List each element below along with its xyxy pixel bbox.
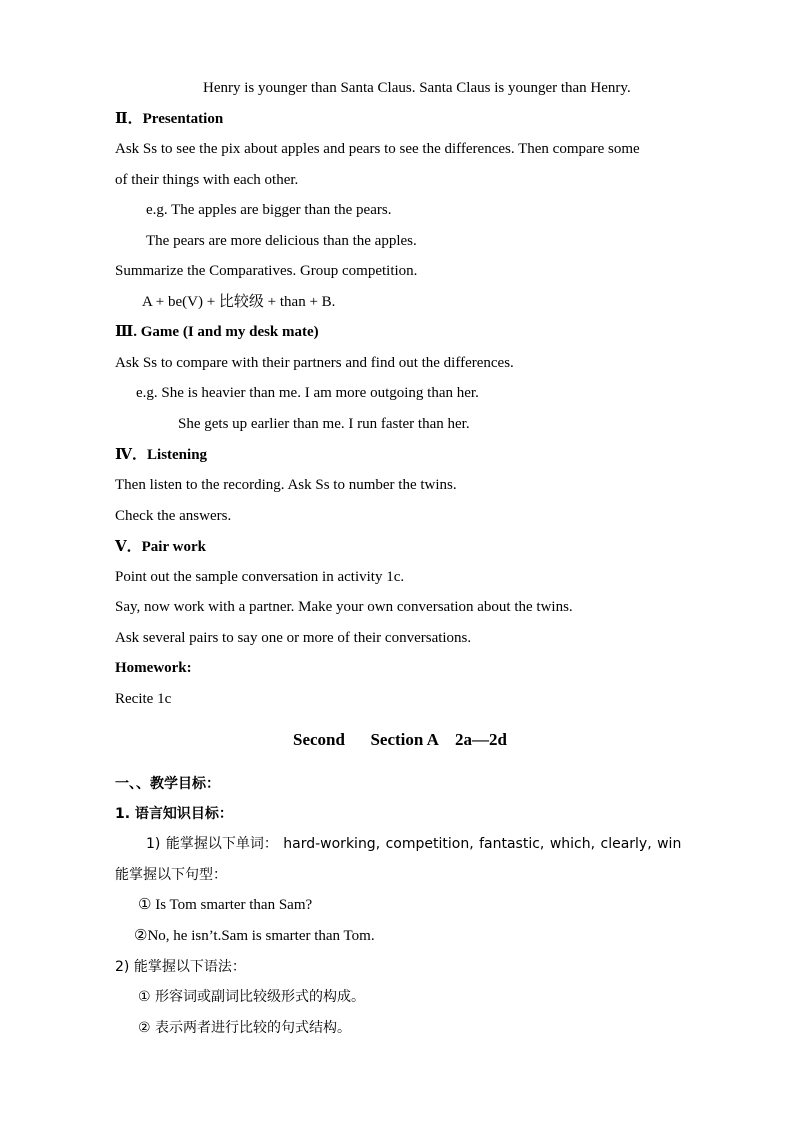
- pair-work-line-3: Ask several pairs to say one or more of their conversations.: [115, 630, 472, 646]
- homework-task: Recite 1c: [115, 691, 172, 707]
- section-heading-presentation: Ⅱ．Presentation: [115, 111, 224, 127]
- summarize-line: Summarize the Comparatives. Group competition.: [115, 263, 418, 279]
- section-heading-game: Ⅲ. Game (I and my desk mate): [115, 324, 319, 340]
- presentation-paragraph-line-2: of their things with each other.: [115, 172, 299, 188]
- presentation-paragraph-line-1: Ask Ss to see the pix about apples and pears to see the differences. Then compare some: [115, 141, 640, 157]
- pair-work-line-1: Point out the sample conversation in activity 1c.: [115, 569, 405, 585]
- listening-instruction: Then listen to the recording. Ask Ss to number the twins.: [115, 477, 457, 493]
- example-sentence-henry: Henry is younger than Santa Claus. Santa Claus is younger than Henry.: [203, 80, 631, 96]
- comparative-formula: A + be(V) + 比较级 + than + B.: [142, 294, 336, 310]
- teaching-objectives-heading: 一、、教学目标：: [115, 776, 220, 792]
- example-pears: The pears are more delicious than the apples.: [146, 233, 417, 249]
- pattern-answer: ②No, he isn’t.Sam is smarter than Tom.: [134, 928, 375, 944]
- lesson-section-heading: Second Section A 2a—2d: [293, 730, 507, 749]
- grammar-point-1: ① 形容词或副词比较级形式的构成。: [138, 989, 366, 1005]
- vocabulary-line: 1) 能掌握以下单词： hard-working, competition, fantastic, which, clearly, win: [146, 836, 682, 852]
- section-heading-listening: Ⅳ．Listening: [115, 447, 208, 463]
- homework-heading: Homework:: [115, 660, 192, 676]
- grammar-heading: 2) 能掌握以下语法：: [115, 959, 246, 975]
- check-answers-line: Check the answers.: [115, 508, 232, 524]
- pattern-question: ① Is Tom smarter than Sam?: [138, 897, 313, 913]
- game-instruction: Ask Ss to compare with their partners and find out the differences.: [115, 355, 514, 371]
- language-knowledge-heading: 1. 语言知识目标：: [115, 806, 233, 822]
- grammar-point-2: ② 表示两者进行比较的句式结构。: [138, 1020, 352, 1036]
- section-heading-pair-work: Ⅴ．Pair work: [115, 539, 206, 555]
- example-apples: e.g. The apples are bigger than the pears.: [146, 202, 392, 218]
- pair-work-line-2: Say, now work with a partner. Make your own conversation about the twins.: [115, 599, 573, 615]
- sentence-patterns-heading: 能掌握以下句型：: [115, 867, 227, 883]
- example-heavier: e.g. She is heavier than me. I am more outgoing than her.: [136, 385, 479, 401]
- example-earlier: She gets up earlier than me. I run faster than her.: [178, 416, 470, 432]
